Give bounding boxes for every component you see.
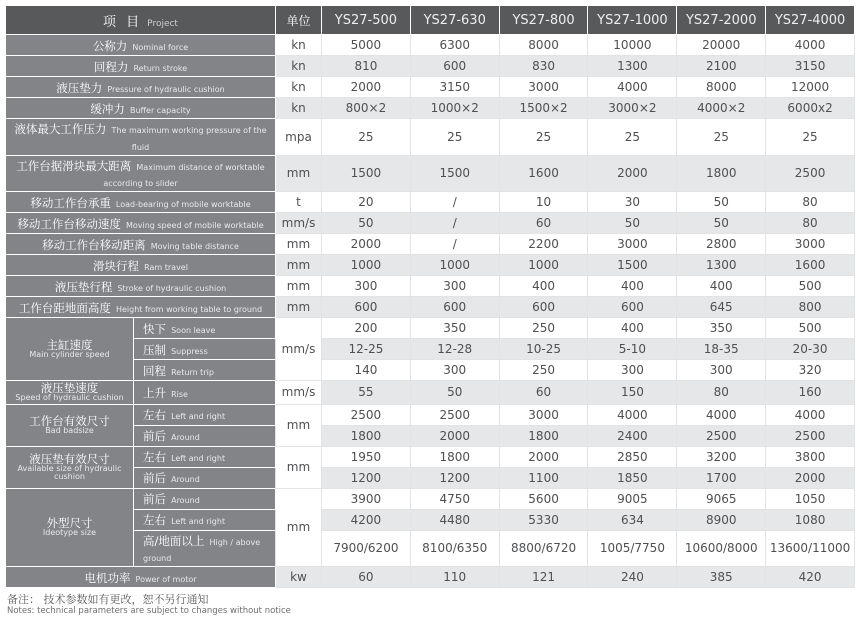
value-cell: 2000 bbox=[322, 234, 411, 255]
table-row bbox=[6, 381, 855, 404]
value-cell: 320 bbox=[766, 360, 855, 381]
value-cell: 250 bbox=[499, 318, 588, 339]
header-row bbox=[6, 6, 855, 35]
row-label-zh: 左右 bbox=[143, 450, 166, 465]
project-column-header bbox=[6, 6, 276, 35]
value-cell: 6000x2 bbox=[766, 98, 855, 119]
value-cell: 2000 bbox=[322, 77, 411, 98]
unit-cell: mm bbox=[276, 276, 322, 297]
value-cell: 6300 bbox=[410, 35, 499, 56]
value-cell: 10 bbox=[499, 192, 588, 213]
value-cell: 4000 bbox=[766, 35, 855, 56]
table-row bbox=[6, 192, 855, 213]
value-cell: 4750 bbox=[410, 488, 499, 509]
row-label-en: Left and right bbox=[171, 412, 226, 422]
table-row bbox=[6, 467, 855, 488]
value-cell: 8100/6350 bbox=[410, 530, 499, 567]
row-label bbox=[6, 276, 276, 297]
value-cell: 3800 bbox=[766, 446, 855, 467]
row-label bbox=[6, 155, 276, 192]
table-row bbox=[6, 404, 855, 425]
value-cell: 25 bbox=[766, 119, 855, 156]
value-cell: 1700 bbox=[677, 467, 766, 488]
value-cell: / bbox=[410, 234, 499, 255]
row-label-en: Speed of hydraulic cushion bbox=[15, 393, 124, 403]
unit-cell: mm bbox=[276, 488, 322, 567]
unit-column-header: 单位 bbox=[276, 6, 322, 35]
footnotes bbox=[5, 588, 855, 617]
row-label-en: Moving speed of mobile worktable bbox=[125, 220, 264, 230]
table-row bbox=[6, 567, 855, 588]
row-label-zh: 压制 bbox=[143, 342, 166, 357]
row-label bbox=[6, 98, 276, 119]
value-cell: 1500 bbox=[588, 255, 677, 276]
value-cell: 1000 bbox=[499, 255, 588, 276]
row-label-zh: 上升 bbox=[143, 386, 166, 401]
value-cell: 800×2 bbox=[322, 98, 411, 119]
row-label bbox=[6, 77, 276, 98]
row-label-en: Moving table distance bbox=[150, 241, 239, 251]
value-cell: 60 bbox=[499, 213, 588, 234]
row-label-en: Load-bearing of mobile worktable bbox=[115, 199, 251, 209]
row-group-label bbox=[6, 404, 134, 446]
value-cell: 1850 bbox=[588, 467, 677, 488]
row-label bbox=[6, 297, 276, 318]
value-cell: 634 bbox=[588, 509, 677, 530]
row-label-en: Left and right bbox=[171, 517, 226, 527]
row-label-zh: 工作台距地面高度 bbox=[18, 300, 111, 315]
row-sublabel bbox=[134, 530, 276, 567]
row-label-zh: 滑块行程 bbox=[93, 258, 140, 273]
value-cell: 1200 bbox=[322, 467, 411, 488]
table-row bbox=[6, 56, 855, 77]
value-cell: 4200 bbox=[322, 509, 411, 530]
row-label-zh: 前后 bbox=[143, 471, 166, 486]
unit-cell: mm/s bbox=[276, 318, 322, 381]
row-label-zh: 回程 bbox=[143, 363, 166, 378]
value-cell: 10000 bbox=[588, 35, 677, 56]
value-cell: 4000×2 bbox=[677, 98, 766, 119]
unit-cell: mm bbox=[276, 234, 322, 255]
value-cell: 3000 bbox=[499, 404, 588, 425]
value-cell: 1000 bbox=[322, 255, 411, 276]
value-cell: 2200 bbox=[499, 234, 588, 255]
value-cell: 2500 bbox=[322, 404, 411, 425]
value-cell: 300 bbox=[410, 360, 499, 381]
value-cell: 3000 bbox=[766, 234, 855, 255]
value-cell: 30 bbox=[588, 192, 677, 213]
value-cell: 600 bbox=[322, 297, 411, 318]
value-cell: 1500×2 bbox=[499, 98, 588, 119]
table-row bbox=[6, 318, 855, 339]
value-cell: 50 bbox=[322, 213, 411, 234]
table-row bbox=[6, 339, 855, 360]
model-column-header: YS27-630 bbox=[410, 6, 499, 35]
value-cell: 1050 bbox=[766, 488, 855, 509]
value-cell: 400 bbox=[588, 318, 677, 339]
row-label bbox=[6, 255, 276, 276]
row-label-zh: 外型尺寸 bbox=[46, 516, 93, 531]
table-row bbox=[6, 360, 855, 381]
table-row bbox=[6, 297, 855, 318]
row-label-zh: 前后 bbox=[143, 429, 166, 444]
value-cell: 350 bbox=[410, 318, 499, 339]
value-cell: 420 bbox=[766, 567, 855, 588]
row-label bbox=[6, 56, 276, 77]
value-cell: 160 bbox=[766, 381, 855, 404]
value-cell: 1300 bbox=[677, 255, 766, 276]
row-label-en: Power of motor bbox=[135, 574, 197, 584]
value-cell: 50 bbox=[588, 213, 677, 234]
value-cell: 25 bbox=[410, 119, 499, 156]
value-cell: 1100 bbox=[499, 467, 588, 488]
value-cell: 1300 bbox=[588, 56, 677, 77]
value-cell: 3900 bbox=[322, 488, 411, 509]
value-cell: 600 bbox=[410, 56, 499, 77]
row-label-en: Rise bbox=[171, 390, 188, 400]
table-row bbox=[6, 234, 855, 255]
value-cell: 8000 bbox=[499, 35, 588, 56]
value-cell: / bbox=[410, 192, 499, 213]
unit-cell: kn bbox=[276, 77, 322, 98]
row-label-zh: 左右 bbox=[143, 513, 166, 528]
value-cell: 4000 bbox=[588, 404, 677, 425]
value-cell: 5330 bbox=[499, 509, 588, 530]
row-sublabel bbox=[134, 425, 276, 446]
row-sublabel bbox=[134, 339, 276, 360]
value-cell: 20 bbox=[322, 192, 411, 213]
row-label-zh: 公称力 bbox=[92, 38, 128, 53]
value-cell: 20000 bbox=[677, 35, 766, 56]
value-cell: 1800 bbox=[499, 425, 588, 446]
project-header-zh: 项 目 bbox=[103, 14, 143, 30]
row-label-zh: 移动工作台移动距离 bbox=[42, 237, 146, 252]
value-cell: 2500 bbox=[410, 404, 499, 425]
table-row bbox=[6, 35, 855, 56]
unit-cell: mm/s bbox=[276, 381, 322, 404]
row-sublabel bbox=[134, 488, 276, 509]
row-label-zh: 移动工作台移动速度 bbox=[17, 216, 121, 231]
value-cell: 55 bbox=[322, 381, 411, 404]
value-cell: 80 bbox=[766, 213, 855, 234]
row-label-en: The maximum working pressure of the fluid bbox=[111, 126, 267, 152]
unit-cell: mm bbox=[276, 255, 322, 276]
value-cell: 400 bbox=[588, 276, 677, 297]
value-cell: 20-30 bbox=[766, 339, 855, 360]
row-label-zh: 工作台据滑块最大距离 bbox=[16, 158, 132, 173]
value-cell: 500 bbox=[766, 318, 855, 339]
value-cell: 8900 bbox=[677, 509, 766, 530]
value-cell: 4480 bbox=[410, 509, 499, 530]
value-cell: 12000 bbox=[766, 77, 855, 98]
row-sublabel bbox=[134, 509, 276, 530]
value-cell: 2500 bbox=[766, 155, 855, 192]
value-cell: 1080 bbox=[766, 509, 855, 530]
value-cell: 5-10 bbox=[588, 339, 677, 360]
value-cell: 25 bbox=[677, 119, 766, 156]
unit-cell: mm bbox=[276, 404, 322, 446]
value-cell: 1500 bbox=[322, 155, 411, 192]
unit-cell: mpa bbox=[276, 119, 322, 156]
value-cell: 2400 bbox=[588, 425, 677, 446]
row-group-label bbox=[6, 381, 134, 404]
value-cell: 25 bbox=[499, 119, 588, 156]
value-cell: 9065 bbox=[677, 488, 766, 509]
value-cell: 8800/6720 bbox=[499, 530, 588, 567]
row-label-en: Stroke of hydraulic cushion bbox=[117, 283, 227, 293]
table-row bbox=[6, 77, 855, 98]
unit-cell: kn bbox=[276, 98, 322, 119]
value-cell: 1950 bbox=[322, 446, 411, 467]
value-cell: 2000 bbox=[410, 425, 499, 446]
row-label-en: Around bbox=[171, 475, 200, 485]
spec-table bbox=[5, 5, 855, 588]
value-cell: 600 bbox=[588, 297, 677, 318]
value-cell: 300 bbox=[677, 360, 766, 381]
value-cell: 3000×2 bbox=[588, 98, 677, 119]
value-cell: 400 bbox=[499, 276, 588, 297]
row-label bbox=[6, 35, 276, 56]
table-header bbox=[6, 6, 855, 35]
footnote-en: Notes: technical parameters are subject to changes without notice bbox=[7, 606, 291, 617]
unit-cell: mm bbox=[276, 446, 322, 488]
value-cell: 12-28 bbox=[410, 339, 499, 360]
value-cell: 25 bbox=[588, 119, 677, 156]
row-label-zh: 液压垫速度 bbox=[40, 381, 99, 396]
row-label-en: Around bbox=[171, 496, 200, 506]
row-label-zh: 液体最大工作压力 bbox=[14, 122, 107, 136]
row-label-en: Main cylinder speed bbox=[29, 350, 110, 360]
value-cell: 60 bbox=[499, 381, 588, 404]
value-cell: 4000 bbox=[766, 404, 855, 425]
value-cell: 830 bbox=[499, 56, 588, 77]
value-cell: 60 bbox=[322, 567, 411, 588]
value-cell: 9005 bbox=[588, 488, 677, 509]
value-cell: 1005/7750 bbox=[588, 530, 677, 567]
unit-cell: mm bbox=[276, 297, 322, 318]
unit-cell: kn bbox=[276, 35, 322, 56]
value-cell: 1800 bbox=[410, 446, 499, 467]
row-label-zh: 电机功率 bbox=[84, 570, 131, 585]
row-label-en: Buffer capacity bbox=[129, 105, 191, 115]
row-label-zh: 回程力 bbox=[93, 59, 129, 74]
table-row bbox=[6, 213, 855, 234]
row-label-zh: 液压垫有效尺寸 bbox=[29, 451, 110, 466]
row-sublabel bbox=[134, 381, 276, 404]
table-row bbox=[6, 119, 855, 156]
value-cell: 110 bbox=[410, 567, 499, 588]
value-cell: 300 bbox=[410, 276, 499, 297]
value-cell: 2100 bbox=[677, 56, 766, 77]
table-row bbox=[6, 276, 855, 297]
row-sublabel bbox=[134, 404, 276, 425]
value-cell: 12-25 bbox=[322, 339, 411, 360]
value-cell: 140 bbox=[322, 360, 411, 381]
value-cell: 240 bbox=[588, 567, 677, 588]
value-cell: 385 bbox=[677, 567, 766, 588]
row-label-zh: 移动工作台承重 bbox=[30, 195, 111, 210]
row-group-label bbox=[6, 488, 134, 567]
value-cell: 2500 bbox=[766, 425, 855, 446]
value-cell: 50 bbox=[677, 192, 766, 213]
row-label-en: Height from working table to ground bbox=[115, 304, 263, 314]
value-cell: 121 bbox=[499, 567, 588, 588]
value-cell: 3200 bbox=[677, 446, 766, 467]
value-cell: 600 bbox=[499, 297, 588, 318]
value-cell: 1600 bbox=[499, 155, 588, 192]
value-cell: 600 bbox=[410, 297, 499, 318]
value-cell: 810 bbox=[322, 56, 411, 77]
table-row bbox=[6, 488, 855, 509]
value-cell: 5600 bbox=[499, 488, 588, 509]
value-cell: 1800 bbox=[677, 155, 766, 192]
model-column-header: YS27-1000 bbox=[588, 6, 677, 35]
value-cell: 13600/11000 bbox=[766, 530, 855, 567]
row-label-en: Around bbox=[171, 433, 200, 443]
value-cell: 5000 bbox=[322, 35, 411, 56]
value-cell: 2000 bbox=[588, 155, 677, 192]
value-cell: 2800 bbox=[677, 234, 766, 255]
value-cell: 1600 bbox=[766, 255, 855, 276]
table-row bbox=[6, 446, 855, 467]
row-label-zh: 高/地面以上 bbox=[143, 533, 205, 548]
row-label-zh: 主缸速度 bbox=[46, 337, 93, 352]
row-label-en: Ram travel bbox=[144, 262, 188, 272]
row-label bbox=[6, 567, 276, 588]
table-body bbox=[6, 35, 855, 588]
value-cell: 2850 bbox=[588, 446, 677, 467]
value-cell: 7900/6200 bbox=[322, 530, 411, 567]
value-cell: 1500 bbox=[410, 155, 499, 192]
value-cell: 10-25 bbox=[499, 339, 588, 360]
value-cell: 80 bbox=[677, 381, 766, 404]
unit-cell: kw bbox=[276, 567, 322, 588]
model-column-header: YS27-2000 bbox=[677, 6, 766, 35]
table-row bbox=[6, 425, 855, 446]
row-group-label bbox=[6, 446, 134, 488]
row-label-en: High / above ground bbox=[143, 537, 261, 564]
row-label bbox=[6, 192, 276, 213]
row-label-en: Nominal force bbox=[132, 42, 189, 52]
table-row bbox=[6, 530, 855, 567]
value-cell: 80 bbox=[766, 192, 855, 213]
value-cell: 50 bbox=[410, 381, 499, 404]
value-cell: 150 bbox=[588, 381, 677, 404]
unit-cell: mm bbox=[276, 155, 322, 192]
value-cell: 50 bbox=[677, 213, 766, 234]
value-cell: 18-35 bbox=[677, 339, 766, 360]
table-row bbox=[6, 255, 855, 276]
model-column-header: YS27-4000 bbox=[766, 6, 855, 35]
value-cell: 1000×2 bbox=[410, 98, 499, 119]
row-label-zh: 快下 bbox=[143, 321, 166, 336]
row-label-en: Ideotype size bbox=[42, 528, 97, 538]
value-cell: 300 bbox=[588, 360, 677, 381]
unit-cell: kn bbox=[276, 56, 322, 77]
value-cell: 3150 bbox=[410, 77, 499, 98]
value-cell: 3000 bbox=[588, 234, 677, 255]
value-cell: 1800 bbox=[322, 425, 411, 446]
row-label-en: Left and right bbox=[171, 454, 226, 464]
row-label-zh: 工作台有效尺寸 bbox=[29, 413, 110, 428]
value-cell: 1200 bbox=[410, 467, 499, 488]
row-label-en: Pressure of hydraulic cushion bbox=[107, 84, 225, 94]
value-cell: / bbox=[410, 213, 499, 234]
row-label-zh: 左右 bbox=[143, 408, 166, 423]
value-cell: 2500 bbox=[677, 425, 766, 446]
value-cell: 1000 bbox=[410, 255, 499, 276]
row-label bbox=[6, 119, 276, 156]
value-cell: 25 bbox=[322, 119, 411, 156]
value-cell: 10600/8000 bbox=[677, 530, 766, 567]
row-sublabel bbox=[134, 446, 276, 467]
row-sublabel bbox=[134, 360, 276, 381]
row-label-en: Available size of hydraulic cushion bbox=[17, 463, 122, 482]
unit-cell: t bbox=[276, 192, 322, 213]
project-header-en: Project bbox=[147, 18, 178, 29]
value-cell: 645 bbox=[677, 297, 766, 318]
row-sublabel bbox=[134, 318, 276, 339]
value-cell: 3150 bbox=[766, 56, 855, 77]
model-column-header: YS27-800 bbox=[499, 6, 588, 35]
row-label-zh: 液压垫行程 bbox=[54, 279, 113, 294]
value-cell: 4000 bbox=[677, 404, 766, 425]
value-cell: 300 bbox=[322, 276, 411, 297]
value-cell: 500 bbox=[766, 276, 855, 297]
value-cell: 350 bbox=[677, 318, 766, 339]
row-label bbox=[6, 213, 276, 234]
table-row bbox=[6, 509, 855, 530]
unit-cell: mm/s bbox=[276, 213, 322, 234]
value-cell: 2000 bbox=[499, 446, 588, 467]
value-cell: 4000 bbox=[588, 77, 677, 98]
row-label-en: Maximum distance of worktable according to slider bbox=[103, 162, 265, 189]
value-cell: 3000 bbox=[499, 77, 588, 98]
value-cell: 400 bbox=[677, 276, 766, 297]
value-cell: 2000 bbox=[766, 467, 855, 488]
row-label-zh: 液压垫力 bbox=[56, 80, 103, 95]
row-label-zh: 缓冲力 bbox=[90, 101, 125, 116]
row-label-zh: 前后 bbox=[143, 492, 166, 507]
row-label bbox=[6, 234, 276, 255]
value-cell: 250 bbox=[499, 360, 588, 381]
row-label-en: Return trip bbox=[171, 367, 214, 377]
row-group-label bbox=[6, 318, 134, 381]
row-label-en: Suppress bbox=[171, 346, 208, 356]
value-cell: 800 bbox=[766, 297, 855, 318]
table-row bbox=[6, 155, 855, 192]
row-sublabel bbox=[134, 467, 276, 488]
row-label-en: Bad badsize bbox=[45, 425, 94, 435]
footnote-zh: 备注： 技术参数如有更改，恕不另行通知 bbox=[7, 593, 209, 607]
value-cell: 8000 bbox=[677, 77, 766, 98]
model-column-header: YS27-500 bbox=[322, 6, 411, 35]
row-label-en: Return stroke bbox=[133, 63, 188, 73]
row-label-en: Soon leave bbox=[171, 325, 216, 335]
table-row bbox=[6, 98, 855, 119]
value-cell: 200 bbox=[322, 318, 411, 339]
